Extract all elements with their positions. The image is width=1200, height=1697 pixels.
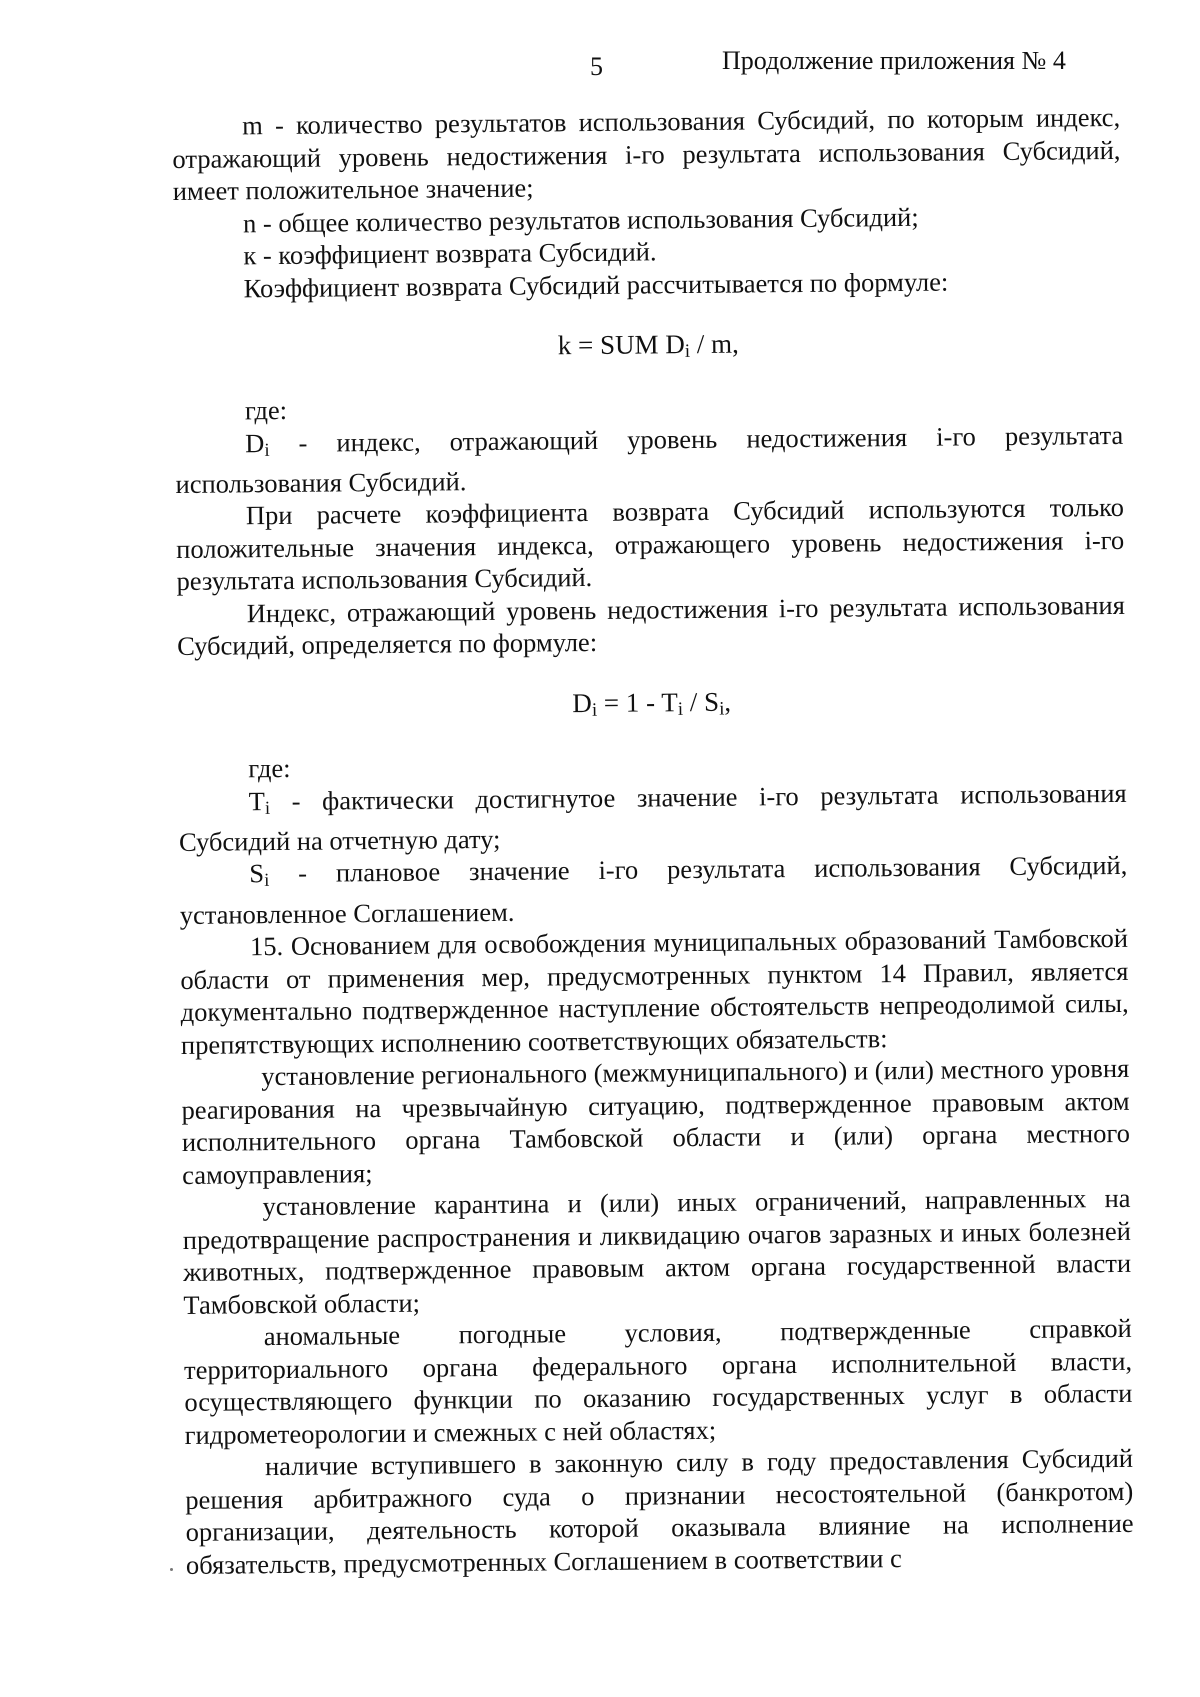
formula-d <box>178 682 1126 731</box>
scan-speck <box>170 1568 173 1571</box>
definition-d-text: - индекс, отражающий уровень недостижения i-го результата использования Субсидий. <box>175 419 1124 499</box>
paragraph-15: 15. Основанием для освобождения муниципальных образований Тамбовской области от применения мер, предусмотренных пунктом 14 Правил, является документально подтвержденное наступление обстоятельств непреодолимой силы, препятствующих исполнению соответствующих обязательств: <box>180 923 1129 1060</box>
definition-d-subscript: i <box>264 439 270 461</box>
definition-s-text: - плановое значение i-го результата использования Субсидий, установленное Соглашением. <box>179 850 1128 930</box>
list-item-emergency: установление регионального (межмуниципального) и (или) местного уровня реагирования на чрезвычайную ситуацию, подтвержденное правовым актом исполнительного органа Тамбовской области и (или) органа местного самоуправления; <box>181 1052 1131 1190</box>
formula-d-end: , <box>724 686 732 717</box>
paragraph-index: Индекс, отражающий уровень недостижения i-го результата использования Субсидий, определяется по формуле: <box>177 589 1125 662</box>
formula-k-rhs: / m, <box>689 328 739 360</box>
definition-s-symbol: S <box>249 858 265 889</box>
formula-t-subscript: i <box>677 698 684 720</box>
page-number: 5 <box>590 52 603 81</box>
formula-d-slash: / S <box>682 686 720 718</box>
definition-t <box>178 777 1127 859</box>
definition-t-subscript: i <box>264 797 271 819</box>
definition-s <box>179 849 1128 931</box>
appendix-continuation-heading: Продолжение приложения № 4 <box>722 46 1066 75</box>
list-item-weather: аномальные погодные условия, подтвержденные справкой территориального органа федерального органа исполнительной власти, осуществляющего функции по оказанию государственных услуг в области гидрометеорологии и смежных с ней областях; <box>183 1312 1133 1450</box>
list-item-quarantine: установление карантина и (или) иных ограничений, направленных на предотвращение распространения и ликвидацию очагов заразных и иных болезней животных, подтвержденное правовым актом органа государственной власти Тамбовской области; <box>182 1182 1132 1320</box>
definition-t-symbol: T <box>248 785 265 817</box>
definition-d <box>175 419 1124 501</box>
list-item-bankruptcy: наличие вступившего в законную силу в году предоставления Субсидий решения арбитражного суда о признании несостоятельной (банкротом) организации, деятельность которой оказывала влияние на исполнение обязательств, предусмотренных Соглашением в соответствии с <box>185 1442 1134 1580</box>
formula-d-middle: = 1 - T <box>596 687 678 718</box>
where-label-2: где: <box>248 753 291 784</box>
definition-n: n - общее количество результатов использования Субсидий; <box>242 201 919 238</box>
formula-k-subscript: i <box>684 340 691 362</box>
definition-k: к - коэффициент возврата Субсидий. <box>243 236 657 271</box>
formula-d-subscript: i <box>591 699 598 721</box>
definition-d-symbol: D <box>245 427 265 459</box>
definition-t-text: - фактически достигнутое значение i-го результата использования Субсидий на отчетную дату; <box>178 777 1127 857</box>
definition-s-subscript: i <box>264 870 270 892</box>
paragraph-calculation: При расчете коэффициента возврата Субсидий используются только положительные значения индекса, отражающего уровень недостижения i-го результата использования Субсидий. <box>176 492 1125 597</box>
coefficient-intro: Коэффициент возврата Субсидий рассчитывается по формуле: <box>243 266 949 303</box>
formula-s-subscript: i <box>719 698 725 720</box>
document-body <box>172 101 1134 1581</box>
formula-k-lhs: k = SUM D <box>557 329 685 361</box>
formula-k <box>174 324 1122 373</box>
where-label-1: где: <box>244 395 288 426</box>
formula-d-symbol: D <box>572 687 592 719</box>
definition-m: m - количество результатов использования Субсидий, по которым индекс, отражающий уровень недостижения i-го результата использования Субсидий, имеет положительное значение; <box>172 101 1121 206</box>
